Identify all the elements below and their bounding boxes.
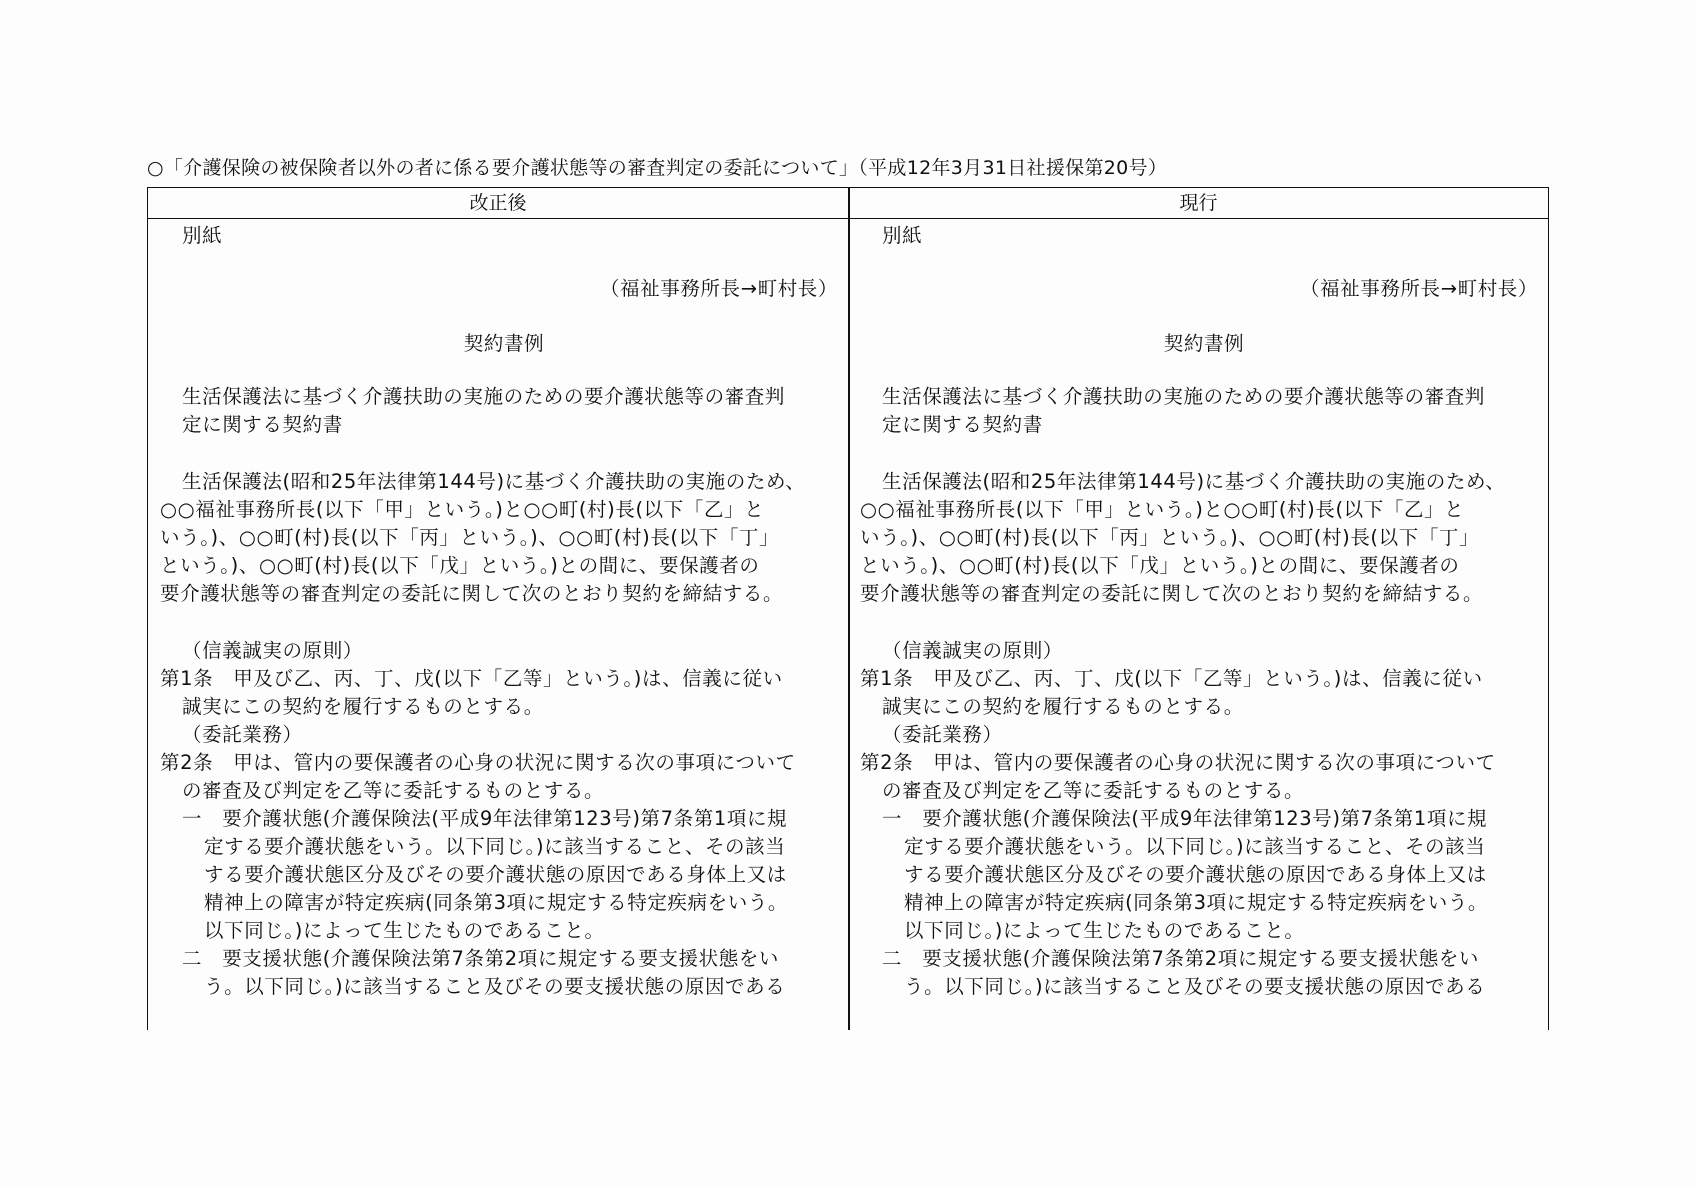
contract-title-line: 生活保護法に基づく介護扶助の実施のための要介護状態等の審査判 [182,385,786,408]
form-title: 契約書例 [1163,332,1245,355]
header-current: 現行 [1179,192,1218,214]
contract-title-line: 生活保護法に基づく介護扶助の実施のための要介護状態等の審査判 [882,385,1486,408]
article-1-line: 第1条 甲及び乙、丙、丁、戊(以下「乙等」という。)は、信義に従い [860,667,1483,690]
preamble-line: いう。)、○○町(村)長(以下「丙」という。)、○○町(村)長(以下「丁」 [160,526,780,549]
contract-title-line: 定に関する契約書 [882,413,1043,436]
routing-note: （福祉事務所長→町村長） [599,277,838,300]
article-heading: （委託業務） [182,723,303,746]
revised-column [160,220,848,1028]
preamble-line: いう。)、○○町(村)長(以下「丙」という。)、○○町(村)長(以下「丁」 [860,526,1480,549]
current-column [860,220,1548,1028]
preamble-line: 要介護状態等の審査判定の委託に関して次のとおり契約を締結する。 [160,582,784,605]
form-title: 契約書例 [463,332,545,355]
preamble-line: 生活保護法(昭和25年法律第144号)に基づく介護扶助の実施のため、 [182,470,806,493]
article-1-line: 第1条 甲及び乙、丙、丁、戊(以下「乙等」という。)は、信義に従い [160,667,783,690]
column-divider [848,188,850,1030]
item-1-line: 以下同じ。)によって生じたものであること。 [904,919,1305,942]
preamble-line: という。)、○○町(村)長(以下「戊」という。)との間に、要保護者の [860,554,1460,577]
item-1-line: 以下同じ。)によって生じたものであること。 [204,919,605,942]
item-1-line: 定する要介護状態をいう。以下同じ。)に該当すること、その該当 [204,835,786,858]
article-2-line: の審査及び判定を乙等に委託するものとする。 [182,779,605,802]
item-1-line: 一 要介護状態(介護保険法(平成9年法律第123号)第7条第1項に規 [182,807,788,830]
article-heading: （信義誠実の原則） [882,639,1063,662]
contract-title-line: 定に関する契約書 [182,413,343,436]
preamble-line: という。)、○○町(村)長(以下「戊」という。)との間に、要保護者の [160,554,760,577]
comparison-table [147,187,1549,1030]
item-2-line: 二 要支援状態(介護保険法第7条第2項に規定する要支援状態をい [182,947,780,970]
attachment-label: 別紙 [182,224,223,247]
article-1-line: 誠実にこの契約を履行するものとする。 [182,695,544,718]
preamble-line: 生活保護法(昭和25年法律第144号)に基づく介護扶助の実施のため、 [882,470,1506,493]
item-1-line: 精神上の障害が特定疾病(同条第3項に規定する特定疾病をいう。 [204,891,789,914]
item-1-line: する要介護状態区分及びその要介護状態の原因である身体上又は [204,863,787,886]
document-title: ○「介護保険の被保険者以外の者に係る要介護状態等の審査判定の委託について」（平成12年3月31日社援保第20号） [147,157,1168,179]
article-heading: （信義誠実の原則） [182,639,363,662]
article-2-line: 第2条 甲は、管内の要保護者の心身の状況に関する次の事項について [160,751,796,774]
item-2-line: 二 要支援状態(介護保険法第7条第2項に規定する要支援状態をい [882,947,1480,970]
item-2-line: う。以下同じ。)に該当すること及びその要支援状態の原因である [204,975,786,998]
item-2-line: う。以下同じ。)に該当すること及びその要支援状態の原因である [904,975,1486,998]
article-2-line: の審査及び判定を乙等に委託するものとする。 [882,779,1305,802]
item-1-line: 定する要介護状態をいう。以下同じ。)に該当すること、その該当 [904,835,1486,858]
preamble-line: ○○福祉事務所長(以下「甲」という。)と○○町(村)長(以下「乙」と [860,498,1465,521]
item-1-line: 精神上の障害が特定疾病(同条第3項に規定する特定疾病をいう。 [904,891,1489,914]
article-2-line: 第2条 甲は、管内の要保護者の心身の状況に関する次の事項について [860,751,1496,774]
header-revised: 改正後 [469,192,527,214]
routing-note: （福祉事務所長→町村長） [1299,277,1538,300]
attachment-label: 別紙 [882,224,923,247]
article-heading: （委託業務） [882,723,1003,746]
item-1-line: 一 要介護状態(介護保険法(平成9年法律第123号)第7条第1項に規 [882,807,1488,830]
article-1-line: 誠実にこの契約を履行するものとする。 [882,695,1244,718]
preamble-line: 要介護状態等の審査判定の委託に関して次のとおり契約を締結する。 [860,582,1484,605]
preamble-line: ○○福祉事務所長(以下「甲」という。)と○○町(村)長(以下「乙」と [160,498,765,521]
item-1-line: する要介護状態区分及びその要介護状態の原因である身体上又は [904,863,1487,886]
